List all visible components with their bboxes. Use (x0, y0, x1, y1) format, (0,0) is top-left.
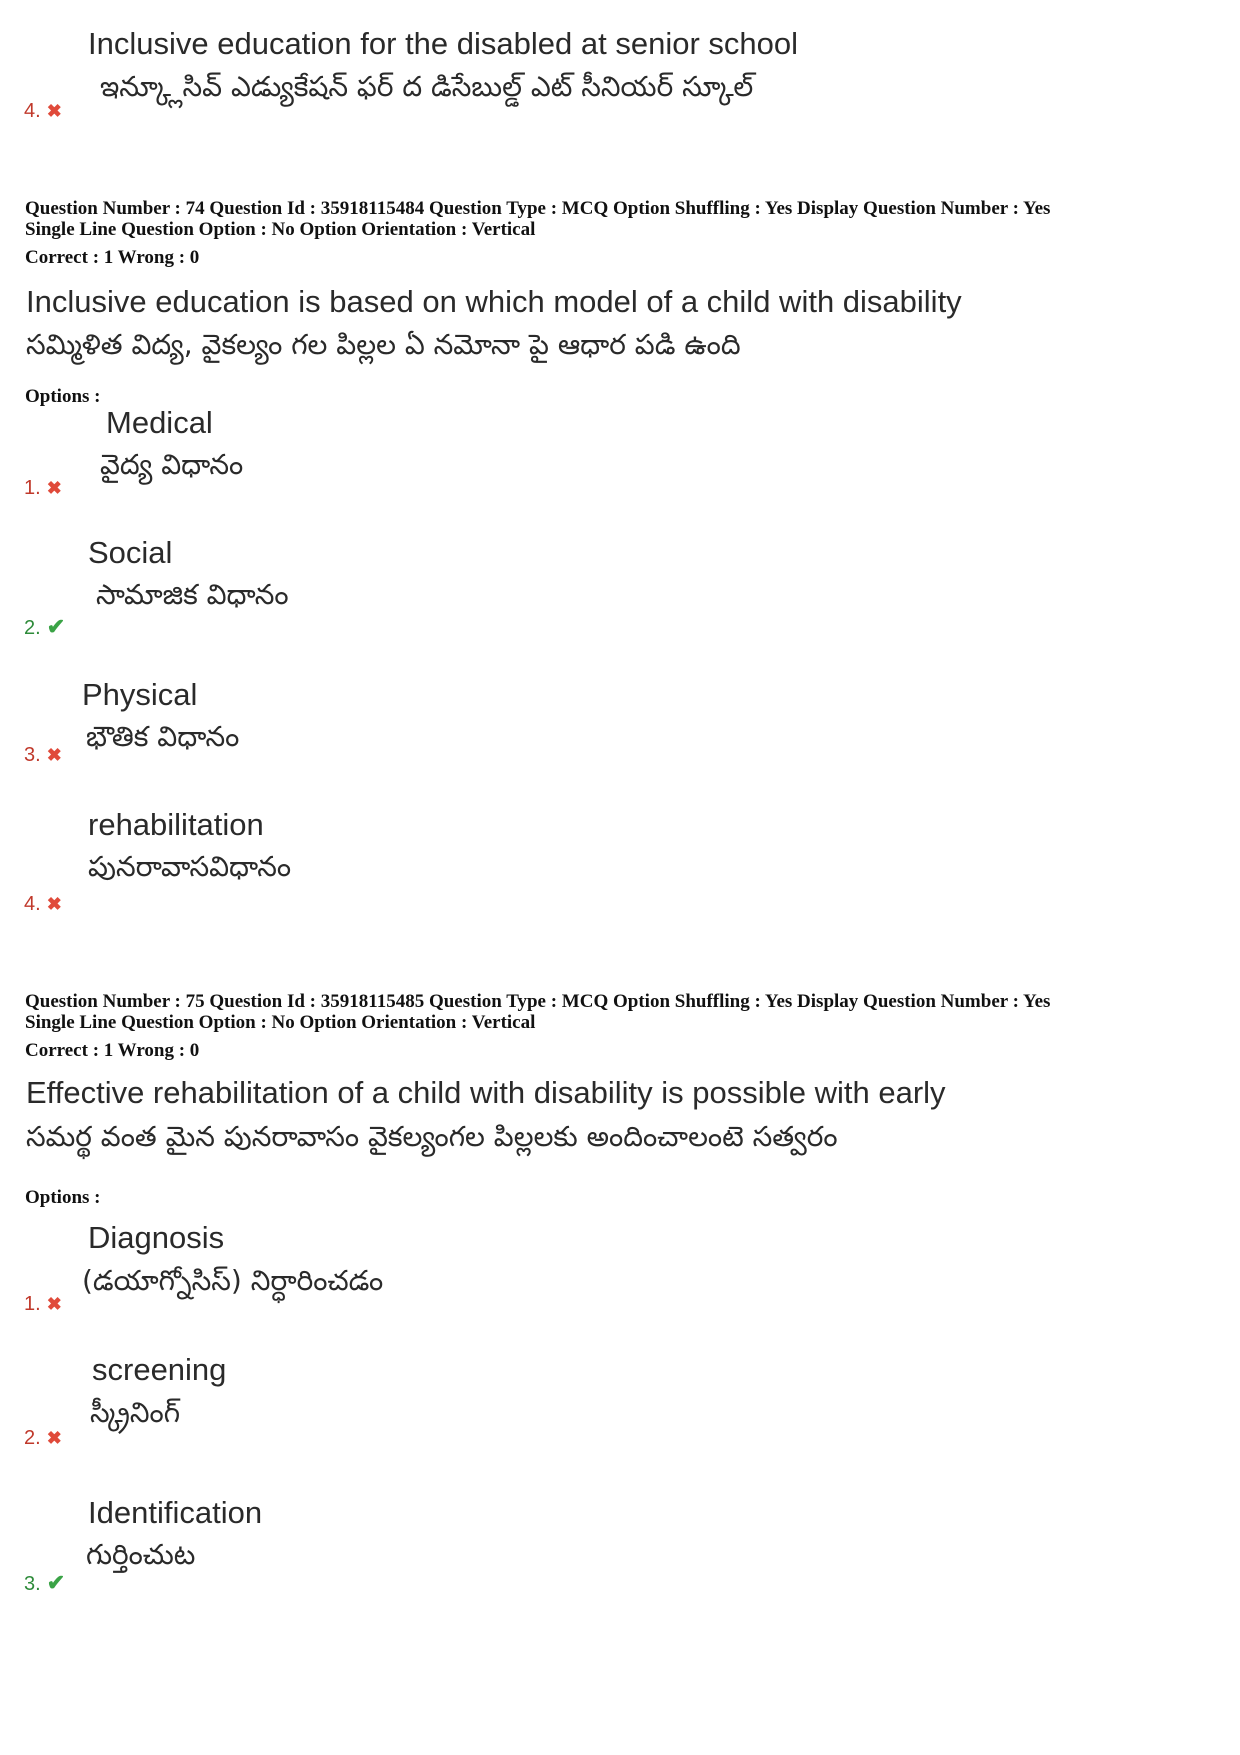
q74-question-telugu: సమ్మిళిత విద్య, వైకల్యం గల పిల్లల ఏ నమోనా పై ఆధార పడి ఉంది (26, 328, 741, 361)
q74-option-3-number: 3. (24, 744, 41, 766)
wrong-icon: ✖ (46, 745, 62, 765)
q75-option-3-number: 3. (24, 1573, 41, 1595)
q75-option-2-number-wrap (24, 1427, 62, 1450)
q75-option-2-number: 2. (24, 1427, 41, 1449)
q75-option-1-telugu: (డయాగ్నోసిస్) నిర్ధారించడం (82, 1264, 384, 1297)
wrong-icon: ✖ (46, 894, 62, 914)
q74-option-1-telugu: వైద్య విధానం (100, 448, 244, 481)
prev-option-4-number: 4. (24, 100, 41, 122)
q74-question-english: Inclusive education is based on which model of a child with disability (26, 284, 962, 319)
q74-option-2-number: 2. (24, 617, 41, 639)
wrong-icon: ✖ (46, 1428, 62, 1448)
q75-option-2-telugu: స్క్రీనింగ్ (90, 1396, 181, 1429)
q75-meta-line-2: Single Line Question Option : No Option Orientation : Vertical (25, 1012, 536, 1033)
q74-option-2-english: Social (88, 535, 173, 570)
q75-option-3-telugu: గుర్తించుట (86, 1538, 196, 1571)
q74-option-2-telugu: సామాజిక విధానం (96, 578, 289, 611)
q75-option-3-number-wrap (24, 1570, 65, 1596)
q74-option-1-english: Medical (106, 405, 213, 440)
q74-option-3-english: Physical (82, 677, 198, 712)
wrong-icon: ✖ (46, 101, 62, 121)
wrong-icon: ✖ (46, 478, 62, 498)
q75-score: Correct : 1 Wrong : 0 (25, 1040, 200, 1061)
correct-check-icon: ✔ (46, 1570, 66, 1595)
q74-options-label: Options : (25, 386, 101, 407)
q75-question-english: Effective rehabilitation of a child with disability is possible with early (26, 1075, 946, 1110)
q75-option-1-english: Diagnosis (88, 1220, 225, 1255)
prev-option-4-english: Inclusive education for the disabled at senior school (88, 26, 798, 61)
q74-option-3-number-wrap (24, 744, 62, 767)
q75-option-1-number: 1. (24, 1293, 41, 1315)
q74-option-4-number: 4. (24, 893, 41, 915)
correct-check-icon: ✔ (46, 614, 66, 639)
q74-meta-line-1: Question Number : 74 Question Id : 35918115484 Question Type : MCQ Option Shuffling : Yes Display Question Number : Yes (25, 198, 1051, 219)
q74-option-3-telugu: భౌతిక విధానం (86, 720, 240, 753)
q74-option-4-telugu: పునరావాసవిధానం (88, 850, 292, 883)
q75-option-1-number-wrap (24, 1293, 62, 1316)
q74-option-1-number: 1. (24, 477, 41, 499)
q74-meta-line-2: Single Line Question Option : No Option Orientation : Vertical (25, 219, 536, 240)
q75-option-3-english: Identification (88, 1495, 263, 1530)
wrong-icon: ✖ (46, 1294, 62, 1314)
q75-options-label: Options : (25, 1187, 101, 1208)
prev-option-4-number-wrap (24, 100, 62, 123)
prev-option-4-telugu: ఇన్క్లూసివ్ ఎడ్యుకేషన్ ఫర్ ద డిసేబుల్డ్ ఎట్ సీనియర్ స్కూల్ (100, 70, 754, 103)
q74-option-2-number-wrap (24, 614, 65, 640)
q75-meta-line-1: Question Number : 75 Question Id : 35918115485 Question Type : MCQ Option Shuffling : Yes Display Question Number : Yes (25, 991, 1051, 1012)
q74-option-4-english: rehabilitation (88, 807, 264, 842)
q75-option-2-english: screening (92, 1352, 227, 1387)
q74-option-4-number-wrap (24, 893, 62, 916)
q75-question-telugu: సమర్థ వంత మైన పునరావాసం వైకల్యంగల పిల్లలకు అందించాలంటె సత్వరం (26, 1120, 838, 1153)
q74-option-1-number-wrap (24, 477, 62, 500)
q74-score: Correct : 1 Wrong : 0 (25, 247, 200, 268)
